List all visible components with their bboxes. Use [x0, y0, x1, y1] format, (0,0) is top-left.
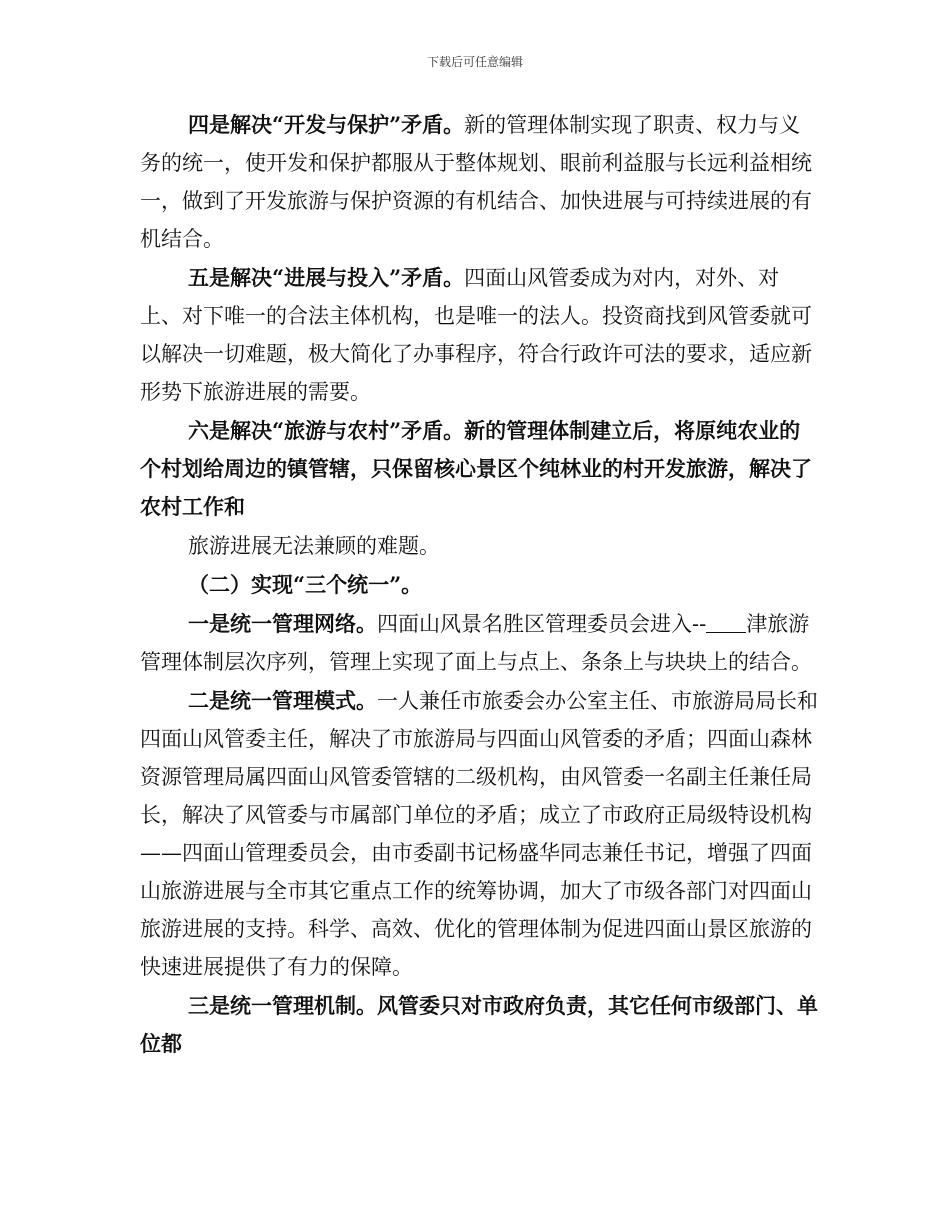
- paragraph-lead: 二是统一管理模式。: [188, 688, 377, 713]
- paragraph-text: 一人兼任市旅委会办公室主任、市旅游局局长和四面山风管委主任，解决了市旅游局与四面山风管委的矛盾；四面山森林资源管理局属四面山风管委管辖的二级机构，由风管委一名副主任兼任局长，解决了风管委与市属部门单位的矛盾；成立了市政府正局级特设机构——四面山管理委员会，由市委副书记杨盛华同志兼任书记，增强了四面山旅游进展与全市其它重点工作的统筹协调，加大了市级各部门对四面山旅游进展的支持。科学、高效、优化的管理体制为促进四面山景区旅游的快速进展提供了有力的保障。: [140, 689, 818, 979]
- paragraph-lead: 四是解决“开发与保护”矛盾。: [188, 112, 465, 137]
- document-body: [140, 106, 820, 1064]
- paragraph-unify-mechanism: 三是统一管理机制。风管委只对市政府负责，其它任何市级部门、单位都: [140, 993, 818, 1056]
- paragraph-lead: 一是统一管理网络。: [188, 611, 377, 636]
- paragraph-text: 津旅游管理体制层次序列，管理上实现了面上与点上、条条上与块块上的结合。: [140, 612, 812, 674]
- paragraph-lead: 五是解决“进展与投入”矛盾。: [188, 265, 465, 290]
- fill-blank: [706, 614, 746, 633]
- paragraph-unify-network: [140, 605, 820, 681]
- paragraph-unify-mode: [140, 682, 820, 986]
- paragraph-6: 六是解决“旅游与农村”矛盾。新的管理体制建立后，将原纯农业的个村划给周边的镇管辖，只保留核心景区个纯林业的村开发旅游，解决了农村工作和: [140, 418, 812, 519]
- page-header: 下载后可任意编辑: [426, 55, 523, 69]
- section-heading: （二）实现“三个统一”。: [188, 572, 423, 597]
- paragraph-text: 四面山风景名胜区管理委员会进入--: [377, 612, 707, 636]
- paragraph-text: 新的管理体制实现了职责、权力与义务的统一，使开发和保护都服从于整体规划、眼前利益服与长远利益相统一，做到了开发旅游与保护资源的有机结合、加快进展与可持续进展的有机结合。: [140, 113, 812, 251]
- paragraph-4: [140, 106, 820, 258]
- paragraph-continuation: 旅游进展无法兼顾的难题。: [188, 534, 440, 558]
- paragraph-5: [140, 259, 820, 411]
- paragraph-text: 四面山风管委成为对内，对外、对上、对下唯一的合法主体机构，也是唯一的法人。投资商找到风管委就可以解决一切难题，极大简化了办事程序，符合行政许可法的要求，适应新形势下旅游进展的需要。: [140, 266, 812, 404]
